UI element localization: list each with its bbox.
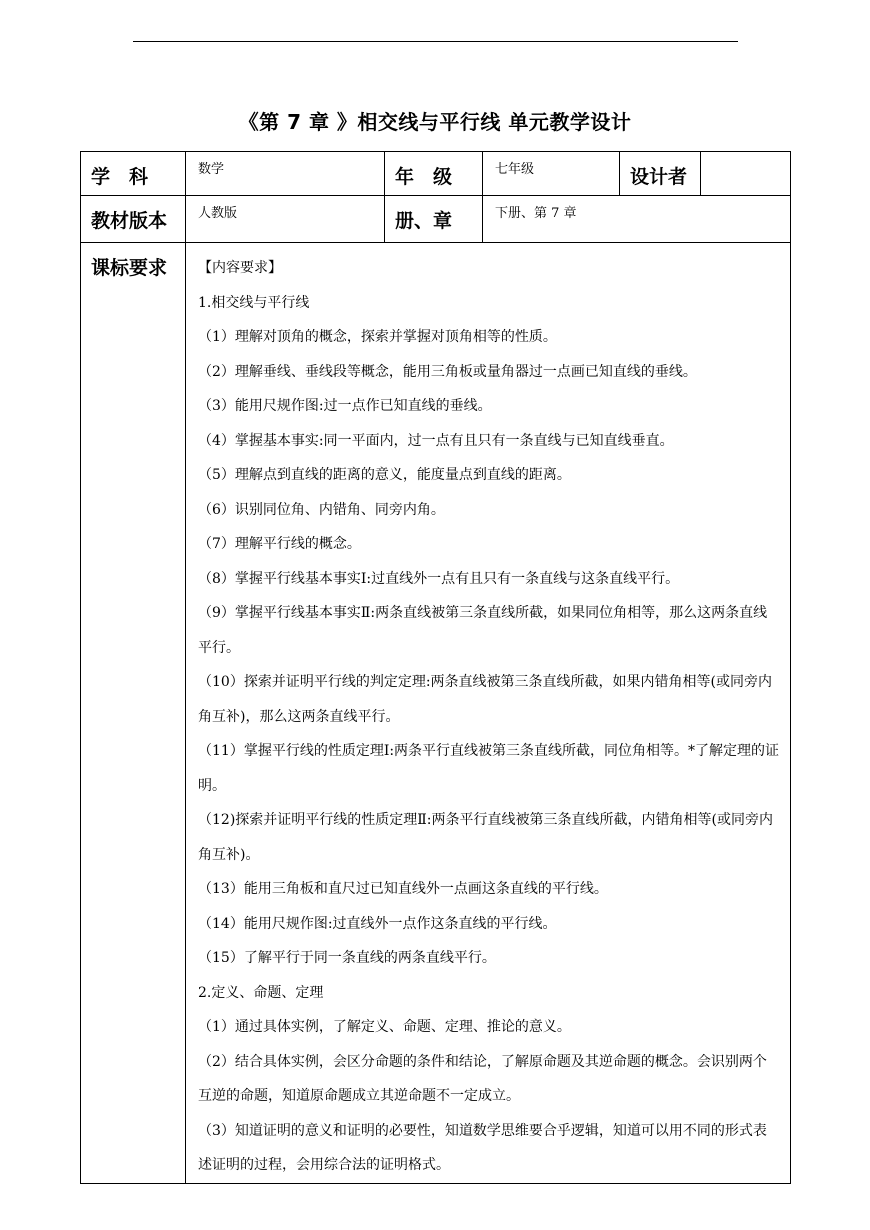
subject-value: 数学 bbox=[186, 152, 385, 196]
edition-value: 人教版 bbox=[186, 196, 385, 243]
table-row bbox=[81, 152, 791, 196]
list-item: （3）能用尺规作图:过一点作已知直线的垂线。 bbox=[198, 398, 492, 414]
volume-label: 册、章 bbox=[385, 196, 483, 243]
standards-heading: 【内容要求】 bbox=[198, 260, 282, 276]
list-item: （3）知道证明的意义和证明的必要性，知道数学思维要合乎逻辑，知道可以用不同的形式表述证明的过程，会用综合法的证明格式。 bbox=[198, 1122, 767, 1173]
list-item: （2）理解垂线、垂线段等概念，能用三角板或量角器过一点画已知直线的垂线。 bbox=[198, 363, 697, 380]
list-item: （9）掌握平行线基本事实Ⅱ:两条直线被第三条直线所截，如果同位角相等，那么这两条直线平行。 bbox=[198, 605, 768, 656]
list-item: （10）探索并证明平行线的判定定理:两条直线被第三条直线所截，如果内错角相等(或同旁内角互补)，那么这两条直线平行。 bbox=[198, 674, 772, 725]
list-item: （13）能用三角板和直尺过已知直线外一点画这条直线的平行线。 bbox=[198, 881, 608, 897]
list-item: （14）能用尺规作图:过直线外一点作这条直线的平行线。 bbox=[198, 915, 557, 932]
table-row bbox=[81, 196, 791, 243]
section-title: 1.相交线与平行线 bbox=[198, 294, 310, 311]
list-item: （1）通过具体实例，了解定义、命题、定理、推论的意义。 bbox=[198, 1019, 571, 1035]
standards-content bbox=[186, 243, 791, 1184]
edition-label: 教材版本 bbox=[81, 196, 186, 243]
list-item: （4）掌握基本事实:同一平面内，过一点有且只有一条直线与已知直线垂直。 bbox=[198, 432, 674, 449]
volume-value: 下册、第 7 章 bbox=[483, 196, 791, 243]
list-item: （7）理解平行线的概念。 bbox=[198, 536, 361, 552]
grade-label: 年 级 bbox=[385, 152, 483, 196]
list-item: （12)探索并证明平行线的性质定理Ⅱ:两条平行直线被第三条直线所截，内错角相等(或同旁内角互补)。 bbox=[198, 812, 773, 863]
standards-label: 课标要求 bbox=[81, 243, 186, 1184]
unit-design-table bbox=[80, 151, 791, 1184]
list-item: （5）理解点到直线的距离的意义，能度量点到直线的距离。 bbox=[198, 467, 571, 483]
subject-label: 学 科 bbox=[81, 152, 186, 196]
list-item: （15）了解平行于同一条直线的两条直线平行。 bbox=[198, 950, 496, 966]
designer-label: 设计者 bbox=[620, 152, 701, 196]
section1-list bbox=[198, 320, 780, 976]
header-rule bbox=[133, 41, 738, 42]
list-item: （11）掌握平行线的性质定理Ⅰ:两条平行直线被第三条直线所截，同位角相等。*了解定理的证明。 bbox=[198, 743, 780, 794]
section2-list bbox=[198, 1010, 780, 1183]
list-item: （8）掌握平行线基本事实Ⅰ:过直线外一点有且只有一条直线与这条直线平行。 bbox=[198, 570, 680, 587]
section-title: 2.定义、命题、定理 bbox=[198, 984, 324, 1001]
list-item: （2）结合具体实例，会区分命题的条件和结论，了解原命题及其逆命题的概念。会识别两个互逆的命题，知道原命题成立其逆命题不一定成立。 bbox=[198, 1053, 767, 1104]
list-item: （1）理解对顶角的概念，探索并掌握对顶角相等的性质。 bbox=[198, 329, 557, 345]
grade-value: 七年级 bbox=[483, 152, 620, 196]
document-title: 《第 7 章 》相交线与平行线 单元教学设计 bbox=[238, 110, 632, 134]
table-row bbox=[81, 243, 791, 1184]
designer-value bbox=[701, 152, 791, 196]
list-item: （6）识别同位角、内错角、同旁内角。 bbox=[198, 501, 445, 518]
